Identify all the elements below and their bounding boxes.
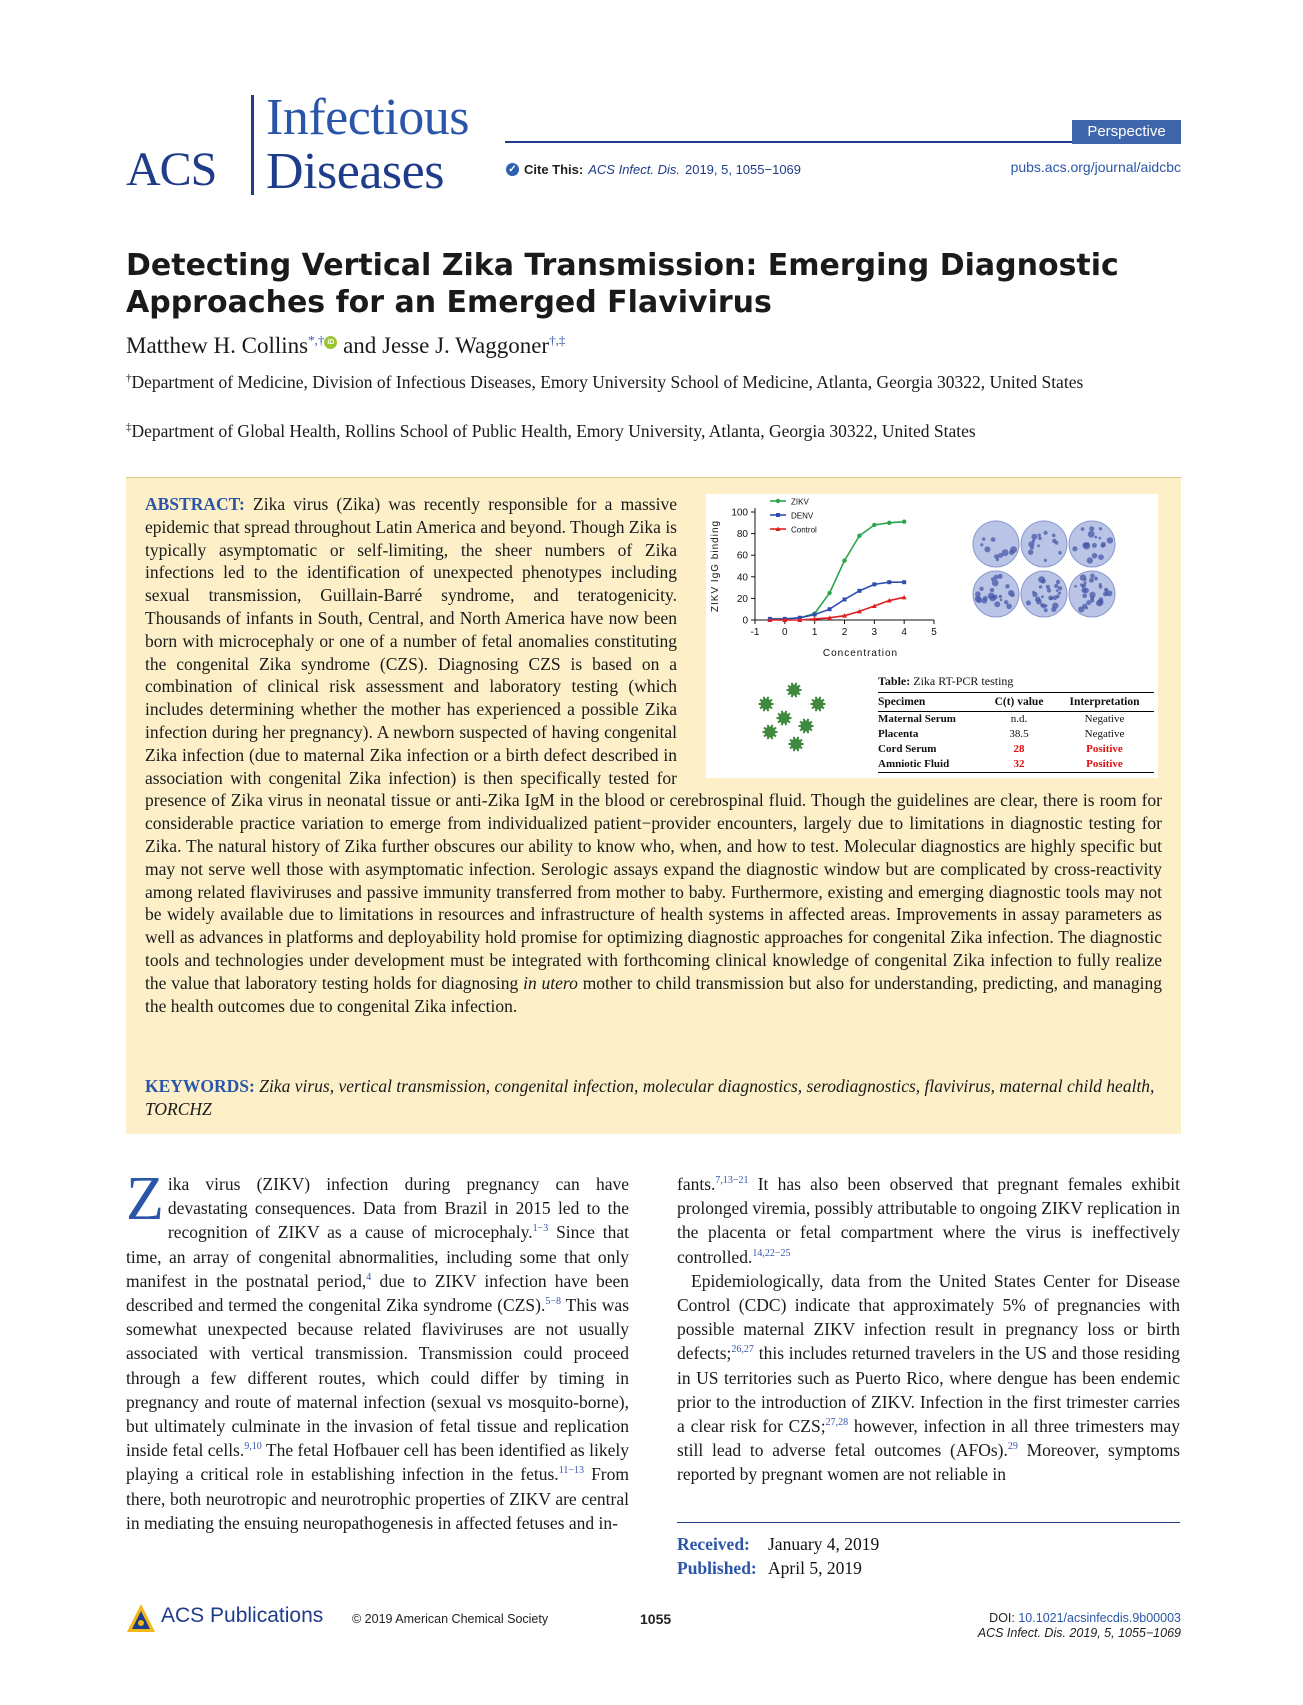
plaque <box>1010 546 1017 553</box>
plaque <box>1032 592 1037 597</box>
data-point <box>857 589 861 593</box>
legend-marker <box>776 513 780 517</box>
citation-link[interactable]: 14,22−25 <box>752 1247 791 1259</box>
y-tick-label: 80 <box>736 529 748 541</box>
plaque <box>1045 604 1048 607</box>
plaque <box>1092 543 1097 548</box>
zika-virion-illustrations <box>759 683 826 751</box>
plaque <box>1089 526 1094 531</box>
interpretation-cell: Negative <box>1084 728 1125 740</box>
table-row <box>878 742 1154 757</box>
y-axis-label: ZIKV IgG binding <box>710 519 721 613</box>
virion <box>813 699 824 710</box>
doi-label: DOI: <box>989 1611 1015 1625</box>
cite-this[interactable] <box>506 162 801 177</box>
plaque <box>1038 536 1042 540</box>
body-column-left <box>126 1165 630 1535</box>
binding-chart <box>710 498 937 660</box>
plaque <box>1044 608 1048 612</box>
legend-marker <box>776 499 780 503</box>
column-header: C(t) value <box>994 696 1044 708</box>
x-tick-label: 1 <box>811 627 818 638</box>
plaque <box>1104 588 1107 591</box>
x-tick-label: 4 <box>901 627 907 638</box>
plaque <box>1041 595 1044 598</box>
plaque <box>994 601 1000 607</box>
abstract-label: ABSTRACT: <box>145 494 245 514</box>
plaque <box>1058 551 1062 555</box>
plaque <box>982 537 985 540</box>
interpretation-cell: Negative <box>1084 713 1125 725</box>
plaque <box>1044 531 1048 535</box>
column-header: Specimen <box>878 696 926 708</box>
virion <box>761 699 772 710</box>
plaque <box>1072 546 1077 551</box>
paragraph: Zika virus (ZIKV) infection during pregnancy can have devastating consequences. Data from Brazil in 2015 led to the recognition of ZIKV as a cause of microcephaly.$^{1-3}$ Since that time, an array of congenital abnormalities, including some that only manifest in the postnatal period,$^4$ due to ZIKV infection have been described and termed the congenital Zika syndrome (CZS).$^{5-8}$ This was somewhat unexpected because related flaviviruses are not usually associated with vertical transmission. Transmission could proceed through a few different routes, which could differ by timing in pregnancy and route of maternal infection (sexual vs mosquito-borne), but ultimately culminate in the invasion of fetal tissue and replication inside fetal cells.$^{9,10}$ The fetal Hofbauer cell has been identified as likely playing a critical role in establishing infection in the fetus.$^{11-13}$ From there, both neurotropic and neurotrophic properties of ZIKV are central in mediating the ensuing neuropathogenesis in affected fetuses and in- <box>126 1165 630 1533</box>
affiliation <box>126 371 1181 394</box>
virion <box>779 713 790 724</box>
affiliation-text: Department of Global Health, Rollins School of Public Health, Emory University, Atlanta, Georgia 30322, United States <box>131 421 976 441</box>
orcid-icon[interactable]: iD <box>324 336 337 349</box>
cite-volume[interactable]: 2019, 5, 1055−1069 <box>684 162 802 177</box>
plaque <box>979 587 983 591</box>
plaque <box>1085 606 1088 609</box>
plaque <box>1050 597 1053 600</box>
affiliation-mark: ‡ <box>126 421 132 434</box>
plaque <box>1051 607 1056 612</box>
plaque <box>1038 533 1041 536</box>
article-dates <box>677 1532 879 1580</box>
dates-rule <box>677 1522 1180 1523</box>
body-column-right <box>677 1172 1180 1487</box>
plaque <box>1089 592 1095 598</box>
citation-link[interactable]: 7,13−21 <box>715 1175 749 1187</box>
plaque <box>1099 585 1103 589</box>
plaque <box>1056 589 1059 592</box>
specimen-cell: Amniotic Fluid <box>878 758 950 770</box>
abstract-italic: in utero <box>523 972 578 993</box>
data-point <box>843 597 847 601</box>
rt-pcr-table <box>878 674 1154 773</box>
plaque <box>1004 600 1008 604</box>
table-row <box>878 757 1154 772</box>
legend-label: DENV <box>791 511 814 521</box>
plaque <box>1074 585 1077 588</box>
x-axis-label: Concentration <box>822 648 899 659</box>
plaque <box>1081 527 1085 531</box>
cite-label: Cite This: <box>524 162 584 177</box>
keywords-label: KEYWORDS: <box>145 1076 255 1096</box>
y-tick-label: 0 <box>742 615 748 627</box>
plaque <box>1089 578 1094 583</box>
plaque <box>1088 531 1095 538</box>
copyright: © 2019 American Chemical Society <box>352 1612 549 1626</box>
ct-cell: n.d. <box>1010 713 1028 725</box>
journal-reference: ACS Infect. Dis. 2019, 5, 1055−1069 <box>977 1626 1181 1640</box>
plaque <box>1078 606 1084 612</box>
virion <box>765 727 776 738</box>
doi-block <box>978 1611 1181 1641</box>
citation-link[interactable]: 11−13 <box>558 1465 584 1477</box>
specimen-cell: Maternal Serum <box>878 713 956 725</box>
data-point <box>902 520 906 524</box>
plaque <box>1081 588 1086 593</box>
plaque <box>1030 546 1034 550</box>
citation-link[interactable]: 26,27 <box>731 1344 754 1356</box>
plaque <box>996 558 999 561</box>
journal-url-link[interactable]: pubs.acs.org/journal/aidcbc <box>1010 159 1181 175</box>
plaque <box>1087 557 1093 563</box>
plaque <box>1038 576 1045 583</box>
author-affiliation-marks[interactable]: *,† <box>308 332 325 348</box>
plaque <box>1099 527 1102 530</box>
citation-link[interactable]: 1−3 <box>532 1223 549 1235</box>
citation-link[interactable]: 5−8 <box>545 1296 561 1308</box>
author-name[interactable]: Matthew H. Collins <box>126 333 309 358</box>
plaque <box>982 598 988 604</box>
journal-name-line1: Infectious <box>266 89 469 146</box>
citation-link[interactable]: 29 <box>1007 1441 1018 1453</box>
data-point <box>857 534 861 538</box>
plaque <box>976 597 982 603</box>
cite-journal[interactable]: ACS Infect. Dis. <box>588 162 680 177</box>
plaque <box>1090 573 1095 578</box>
plaque <box>988 592 995 599</box>
plaque <box>1092 553 1098 559</box>
x-tick-label: -1 <box>750 627 760 638</box>
data-point <box>887 521 891 525</box>
citation-link[interactable]: 9,10 <box>244 1441 262 1453</box>
plaque <box>1098 537 1101 540</box>
abstract-body-end: mother to child transmission but also for understanding, predicting, and managing the health outcomes due to congenital Zika infection. <box>145 972 1162 1016</box>
plaque <box>998 574 1003 579</box>
article-title: Detecting Vertical Zika Transmission: Emerging Diagnostic Approaches for an Emerged Flavivirus <box>126 248 1119 320</box>
data-point <box>842 558 846 562</box>
affiliation-mark: † <box>126 372 132 385</box>
plaque <box>1090 599 1094 603</box>
acs-publications-logo-icon[interactable] <box>126 1602 156 1636</box>
legend-label: Control <box>791 525 817 535</box>
x-tick-label: 5 <box>931 627 937 638</box>
citation-link[interactable]: 4 <box>366 1271 372 1283</box>
table-header-row <box>878 693 1154 712</box>
toc-graphic[interactable] <box>706 494 1158 778</box>
plaque <box>1039 585 1042 588</box>
ct-cell: 28 <box>1013 743 1025 755</box>
virion <box>791 739 802 750</box>
plaque <box>1054 584 1058 588</box>
abstract-body: Zika virus (Zika) was recently responsible for a massive epidemic that spread throughout Latin America and beyond. Though Zika is typically asymptomatic or self-limiting, the sheer numbers of Zika infections led to the identification of unexpected phenotypes including sexual transmission, Guillain-Barré syndrome, and teratogenicity. Thousands of infants in South, Central, and North America have now been born with microcephaly or one of a number of fetal anomalies constituting the congenital Zika syndrome (CZS). Diagnosing CZS is based on a combination of clinical risk assessment and laboratory testing (which includes determining whether the mother has experienced a possible Zika infection during her pregnancy). A newborn suspected of having congenital Zika infection (due to maternal Zika infection or a birth defect described in association with congenital Zika infection) is then specifically tested for presence of Zika virus in neonatal tissue or anti-Zika IgM in the blood or cerebrospinal fluid. Though the guidelines are clear, there is room for considerable practice variation to emerge from individualized patient−provider encounters, largely due to limitations in diagnostic testing for Zika. The natural history of Zika further obscures our ability to know who, when, and how to test. Molecular diagnostics are highly specific but may not serve well those with asymptomatic infection. Serologic assays expand the diagnostic window but are complicated by cross-reactivity among related flaviviruses and passive immunity transferred from mother to baby. Furthermore, existing and emerging diagnostic tools may not be widely available due to limitations in resources and infrastructure of health systems in affected areas. Improvements in assay parameters as well as advances in platforms and deployability hold promise for optimizing diagnostic approaches for congenital Zika infection. The diagnostic tools and technologies under development must be integrated with forthcoming clinical knowledge of congenital Zika infection to fully realize the value that laboratory testing holds for diagnosing <box>145 494 1162 993</box>
plaque <box>1040 603 1044 607</box>
plaque <box>1000 599 1003 602</box>
author-name[interactable]: Jesse J. Waggoner <box>382 333 550 358</box>
acs-logo-text: ACS <box>126 143 217 196</box>
plaque-assay-wells <box>973 521 1115 617</box>
plaque <box>1026 600 1031 605</box>
interpretation-cell: Positive <box>1086 743 1123 755</box>
series-line-denv <box>770 582 904 619</box>
plaque <box>1056 595 1060 599</box>
keywords-list: Zika virus, vertical transmission, congenital infection, molecular diagnostics, serodiagnostics, flavivirus, maternal child health, TORCHZ <box>145 1076 1155 1119</box>
y-tick-label: 100 <box>731 507 748 519</box>
ct-cell: 38.5 <box>1009 728 1029 740</box>
citation-link[interactable]: 27,28 <box>825 1417 849 1429</box>
affiliation-text: Department of Medicine, Division of Infectious Diseases, Emory University School of Medicine, Atlanta, Georgia 30322, United States <box>131 372 1084 392</box>
plaque <box>1085 542 1089 546</box>
y-tick-label: 60 <box>736 550 748 562</box>
data-point <box>827 591 831 595</box>
plaque <box>1006 604 1012 610</box>
virion <box>801 721 812 732</box>
x-tick-label: 0 <box>782 627 788 638</box>
author-list <box>126 333 565 359</box>
published-label: Published: <box>677 1558 757 1578</box>
plaque <box>1099 597 1104 602</box>
data-point <box>813 613 817 617</box>
plaque <box>1056 580 1060 584</box>
specimen-cell: Cord Serum <box>878 743 937 755</box>
author-affiliation-marks[interactable]: †,‡ <box>549 332 566 348</box>
plaque <box>1098 554 1104 560</box>
plaque <box>999 595 1002 598</box>
plaque <box>1084 578 1087 581</box>
plaque <box>1094 577 1098 581</box>
doi-link[interactable]: 10.1021/acsinfecdis.9b00003 <box>1018 1611 1181 1625</box>
data-point <box>902 580 906 584</box>
column-header: Interpretation <box>1069 696 1140 708</box>
y-tick-label: 40 <box>736 572 748 584</box>
drop-cap: Z <box>126 1165 164 1233</box>
x-tick-label: 2 <box>841 627 848 638</box>
plaque <box>990 588 994 592</box>
legend-label: ZIKV <box>791 497 809 507</box>
paragraph: fants.$^{7,13-21}$ It has also been observed that pregnant females exhibit prolonged viremia, possibly attributable to ongoing ZIKV replication in the placenta or fetal compartment where the virus is ineffectively controlled.$^{14,22-25}$ <box>677 1174 1180 1267</box>
plaque <box>1107 537 1113 543</box>
plaque <box>1037 544 1040 547</box>
journal-name-line2: Diseases <box>266 143 444 200</box>
data-point <box>872 523 876 527</box>
plaque <box>1052 539 1057 544</box>
keywords <box>145 1075 1162 1121</box>
plaque <box>1047 588 1051 592</box>
plaque <box>1101 542 1106 547</box>
published-date: April 5, 2019 <box>768 1558 862 1578</box>
page-number: 1055 <box>640 1611 672 1627</box>
y-tick-label: 20 <box>736 593 748 605</box>
table-caption: Table: Zika RT-PCR testing <box>878 674 1014 688</box>
plaque <box>1094 536 1097 539</box>
check-circle-icon: ✓ <box>506 163 519 176</box>
virion <box>789 685 800 696</box>
data-point <box>828 607 832 611</box>
interpretation-cell: Positive <box>1086 758 1123 770</box>
plaque <box>1005 584 1009 588</box>
plaque <box>1008 590 1014 596</box>
specimen-cell: Placenta <box>878 728 919 740</box>
publisher-name[interactable]: ACS Publications <box>161 1604 324 1627</box>
author-connector: and <box>343 333 377 358</box>
plaque <box>991 537 996 542</box>
received-date: January 4, 2019 <box>768 1534 880 1554</box>
plaque <box>980 543 983 546</box>
data-point <box>872 582 876 586</box>
plaque <box>1082 584 1086 588</box>
ct-cell: 32 <box>1013 758 1025 770</box>
plaque <box>1031 534 1037 540</box>
affiliation <box>126 420 1181 443</box>
plaque <box>1044 559 1047 562</box>
plaque <box>998 553 1003 558</box>
received-label: Received: <box>677 1534 750 1554</box>
plaque <box>1028 549 1033 554</box>
table-grid <box>878 692 1154 773</box>
plaque <box>994 575 999 580</box>
series-line-control <box>770 597 904 620</box>
plaque <box>1058 586 1062 590</box>
table-row <box>878 712 1154 727</box>
data-point <box>887 580 891 584</box>
plaque <box>984 546 990 552</box>
plaque <box>1107 590 1113 596</box>
x-tick-label: 3 <box>871 627 878 638</box>
article-type-badge: Perspective <box>1072 120 1181 144</box>
table-row <box>878 727 1154 742</box>
paragraph: Epidemiologically, data from the United States Center for Disease Control (CDC) indicate that approximately 5% of pregnancies with possible maternal ZIKV infection result in pregnancy loss or birth defects;$^{26,27}$ this includes returned travelers in the US and those residing in US territories such as Puerto Rico, where dengue has been endemic prior to the introduction of ZIKV. Infection in the first trimester carries a clear risk for CZS;$^{27,28}$ however, infection in all three trimesters may still lead to adverse fetal outcomes (AFOs).$^{29}$ Moreover, symptoms reported by pregnant women are not reliable in <box>677 1270 1181 1485</box>
plaque <box>1082 593 1087 598</box>
plaque <box>1058 591 1061 594</box>
logo-divider <box>251 95 254 195</box>
plaque <box>1052 534 1056 538</box>
